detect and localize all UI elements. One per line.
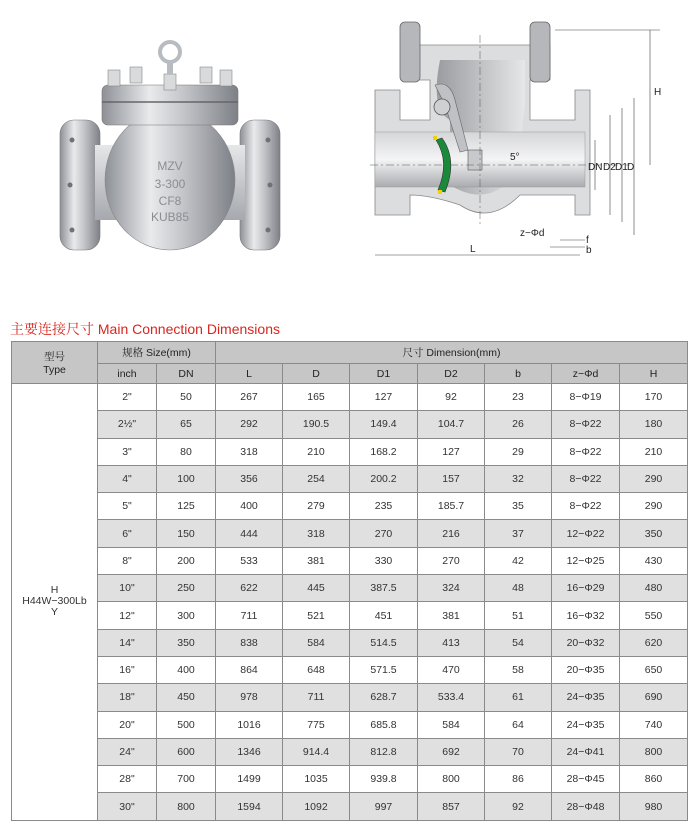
cell-D: 318 <box>283 520 350 547</box>
cell-L: 622 <box>216 575 283 602</box>
cell-D1: 812.8 <box>350 738 418 765</box>
cell-H: 800 <box>620 738 688 765</box>
table-row <box>12 465 688 492</box>
header-dimension-group: 尺寸 Dimension(mm) <box>216 342 688 364</box>
cell-D1: 451 <box>350 602 418 629</box>
header-D2: D2 <box>418 364 485 384</box>
cell-dn: 700 <box>157 766 216 793</box>
dimensions-table <box>11 341 688 821</box>
cell-inch: 18" <box>98 684 157 711</box>
cell-D: 914.4 <box>283 738 350 765</box>
cell-D1: 997 <box>350 793 418 820</box>
cell-b: 32 <box>485 465 552 492</box>
cell-z-phi-d: 24−Φ41 <box>552 738 620 765</box>
cell-L: 292 <box>216 411 283 438</box>
table-row <box>12 738 688 765</box>
cell-L: 1016 <box>216 711 283 738</box>
cell-z-phi-d: 16−Φ32 <box>552 602 620 629</box>
cell-z-phi-d: 28−Φ45 <box>552 766 620 793</box>
cell-dn: 450 <box>157 684 216 711</box>
marking-code: KUB85 <box>150 210 190 224</box>
cell-inch: 2½" <box>98 411 157 438</box>
cell-H: 620 <box>620 629 688 656</box>
cell-L: 267 <box>216 384 283 411</box>
cell-D2: 533.4 <box>418 684 485 711</box>
cell-b: 42 <box>485 547 552 574</box>
table-row <box>12 656 688 683</box>
marking-material: CF8 <box>158 194 182 208</box>
cell-L: 711 <box>216 602 283 629</box>
cell-D1: 571.5 <box>350 656 418 683</box>
cell-H: 350 <box>620 520 688 547</box>
cell-b: 61 <box>485 684 552 711</box>
cell-D1: 330 <box>350 547 418 574</box>
cell-z-phi-d: 8−Φ22 <box>552 465 620 492</box>
cell-D2: 185.7 <box>418 493 485 520</box>
cell-inch: 5" <box>98 493 157 520</box>
cell-D: 165 <box>283 384 350 411</box>
cell-L: 318 <box>216 438 283 465</box>
table-body <box>12 384 688 821</box>
table-row <box>12 520 688 547</box>
cell-b: 58 <box>485 656 552 683</box>
cell-H: 210 <box>620 438 688 465</box>
cell-inch: 30" <box>98 793 157 820</box>
table-row <box>12 547 688 574</box>
cell-D1: 168.2 <box>350 438 418 465</box>
cell-L: 533 <box>216 547 283 574</box>
cell-D2: 157 <box>418 465 485 492</box>
cell-inch: 3" <box>98 438 157 465</box>
cell-D: 445 <box>283 575 350 602</box>
cell-D1: 235 <box>350 493 418 520</box>
cell-b: 51 <box>485 602 552 629</box>
cell-D: 190.5 <box>283 411 350 438</box>
valve-photo <box>50 30 290 260</box>
header-L: L <box>216 364 283 384</box>
cell-D1: 127 <box>350 384 418 411</box>
cell-dn: 50 <box>157 384 216 411</box>
table-row <box>12 684 688 711</box>
cell-H: 740 <box>620 711 688 738</box>
header-type-cn: 型号 <box>44 351 65 363</box>
cell-H: 170 <box>620 384 688 411</box>
table-row <box>12 629 688 656</box>
cell-b: 86 <box>485 766 552 793</box>
cell-D1: 514.5 <box>350 629 418 656</box>
type-cell <box>12 384 98 821</box>
cell-D1: 939.8 <box>350 766 418 793</box>
cell-D1: 628.7 <box>350 684 418 711</box>
cell-L: 1594 <box>216 793 283 820</box>
cell-b: 35 <box>485 493 552 520</box>
cell-inch: 28" <box>98 766 157 793</box>
cell-z-phi-d: 8−Φ19 <box>552 384 620 411</box>
cell-D1: 270 <box>350 520 418 547</box>
cell-D: 381 <box>283 547 350 574</box>
table-row <box>12 602 688 629</box>
dim-label-D1: D1 <box>615 162 628 173</box>
cell-D1: 149.4 <box>350 411 418 438</box>
cell-dn: 600 <box>157 738 216 765</box>
cell-H: 650 <box>620 656 688 683</box>
cell-dn: 250 <box>157 575 216 602</box>
table-row <box>12 575 688 602</box>
cell-D2: 857 <box>418 793 485 820</box>
cell-inch: 10" <box>98 575 157 602</box>
type-label-top: H <box>50 584 59 597</box>
marking-brand: MZV <box>157 159 183 173</box>
cell-D2: 413 <box>418 629 485 656</box>
angle-label: 5° <box>510 152 520 163</box>
cell-D2: 127 <box>418 438 485 465</box>
cell-b: 23 <box>485 384 552 411</box>
cell-b: 26 <box>485 411 552 438</box>
cell-H: 980 <box>620 793 688 820</box>
header-b: b <box>485 364 552 384</box>
cell-inch: 12" <box>98 602 157 629</box>
type-label-bottom: Y <box>50 606 58 619</box>
cell-b: 48 <box>485 575 552 602</box>
cell-H: 860 <box>620 766 688 793</box>
cell-D2: 92 <box>418 384 485 411</box>
valve-section-drawing <box>370 10 690 270</box>
table-row <box>12 384 688 411</box>
dim-label-b: b <box>586 245 592 256</box>
cell-b: 70 <box>485 738 552 765</box>
cell-z-phi-d: 8−Φ22 <box>552 411 620 438</box>
cell-z-phi-d: 24−Φ35 <box>552 684 620 711</box>
cell-z-phi-d: 16−Φ29 <box>552 575 620 602</box>
cell-H: 290 <box>620 493 688 520</box>
cell-D2: 381 <box>418 602 485 629</box>
cell-dn: 350 <box>157 629 216 656</box>
cell-inch: 16" <box>98 656 157 683</box>
cell-L: 444 <box>216 520 283 547</box>
header-D: D <box>283 364 350 384</box>
cell-D1: 685.8 <box>350 711 418 738</box>
cell-L: 1346 <box>216 738 283 765</box>
header-dn: DN <box>157 364 216 384</box>
dim-label-L: L <box>470 244 476 255</box>
header-type-en: Type <box>43 364 66 376</box>
cell-L: 838 <box>216 629 283 656</box>
cell-b: 29 <box>485 438 552 465</box>
dim-label-f: f <box>586 235 589 246</box>
cell-D: 279 <box>283 493 350 520</box>
cell-z-phi-d: 8−Φ22 <box>552 438 620 465</box>
bolt-hole-label: z−Φd <box>520 228 545 239</box>
cell-D1: 200.2 <box>350 465 418 492</box>
dim-label-D2: D2 <box>603 162 616 173</box>
cell-D: 775 <box>283 711 350 738</box>
cell-L: 1499 <box>216 766 283 793</box>
dim-label-D: D <box>627 162 635 173</box>
cell-H: 180 <box>620 411 688 438</box>
cell-D: 648 <box>283 656 350 683</box>
cell-H: 430 <box>620 547 688 574</box>
cell-D: 254 <box>283 465 350 492</box>
cell-D: 711 <box>283 684 350 711</box>
cell-dn: 150 <box>157 520 216 547</box>
cell-L: 356 <box>216 465 283 492</box>
cell-D2: 104.7 <box>418 411 485 438</box>
cell-b: 54 <box>485 629 552 656</box>
table-row <box>12 493 688 520</box>
cell-dn: 80 <box>157 438 216 465</box>
type-label-main: H44W−300Lb <box>22 595 87 608</box>
cell-dn: 300 <box>157 602 216 629</box>
cell-dn: 100 <box>157 465 216 492</box>
dim-label-DN: DN <box>588 162 603 173</box>
cell-z-phi-d: 12−Φ22 <box>552 520 620 547</box>
cell-dn: 800 <box>157 793 216 820</box>
cell-inch: 20" <box>98 711 157 738</box>
cell-D: 1092 <box>283 793 350 820</box>
cell-b: 92 <box>485 793 552 820</box>
cell-b: 37 <box>485 520 552 547</box>
cell-D: 521 <box>283 602 350 629</box>
cell-H: 290 <box>620 465 688 492</box>
cell-D: 210 <box>283 438 350 465</box>
cell-inch: 4" <box>98 465 157 492</box>
cell-z-phi-d: 20−Φ32 <box>552 629 620 656</box>
header-z-phi-d: z−Φd <box>552 364 620 384</box>
cell-dn: 200 <box>157 547 216 574</box>
cell-D2: 800 <box>418 766 485 793</box>
cell-D2: 584 <box>418 711 485 738</box>
cell-H: 690 <box>620 684 688 711</box>
cell-inch: 6" <box>98 520 157 547</box>
cell-b: 64 <box>485 711 552 738</box>
cell-D2: 324 <box>418 575 485 602</box>
table-row <box>12 766 688 793</box>
header-inch: inch <box>98 364 157 384</box>
cell-L: 400 <box>216 493 283 520</box>
marking-class: 3-300 <box>154 177 186 191</box>
cell-H: 480 <box>620 575 688 602</box>
cell-D2: 216 <box>418 520 485 547</box>
cell-dn: 65 <box>157 411 216 438</box>
cell-D1: 387.5 <box>350 575 418 602</box>
cell-z-phi-d: 24−Φ35 <box>552 711 620 738</box>
cell-L: 864 <box>216 656 283 683</box>
cell-D2: 470 <box>418 656 485 683</box>
cell-D2: 692 <box>418 738 485 765</box>
table-row <box>12 438 688 465</box>
cell-z-phi-d: 20−Φ35 <box>552 656 620 683</box>
cell-L: 978 <box>216 684 283 711</box>
cell-z-phi-d: 12−Φ25 <box>552 547 620 574</box>
cell-dn: 400 <box>157 656 216 683</box>
table-row <box>12 711 688 738</box>
cell-D: 584 <box>283 629 350 656</box>
cell-dn: 500 <box>157 711 216 738</box>
cell-dn: 125 <box>157 493 216 520</box>
section-title: 主要连接尺寸 Main Connection Dimensions <box>10 321 280 337</box>
cell-H: 550 <box>620 602 688 629</box>
cell-inch: 8" <box>98 547 157 574</box>
cell-inch: 24" <box>98 738 157 765</box>
cell-D2: 270 <box>418 547 485 574</box>
header-H: H <box>620 364 688 384</box>
cell-inch: 2" <box>98 384 157 411</box>
header-size-group: 规格 Size(mm) <box>98 342 216 364</box>
table-row <box>12 411 688 438</box>
dim-label-H: H <box>654 87 662 98</box>
header-D1: D1 <box>350 364 418 384</box>
cell-z-phi-d: 8−Φ22 <box>552 493 620 520</box>
cell-z-phi-d: 28−Φ48 <box>552 793 620 820</box>
cell-D: 1035 <box>283 766 350 793</box>
table-row <box>12 793 688 820</box>
header-type <box>12 342 98 384</box>
cell-inch: 14" <box>98 629 157 656</box>
